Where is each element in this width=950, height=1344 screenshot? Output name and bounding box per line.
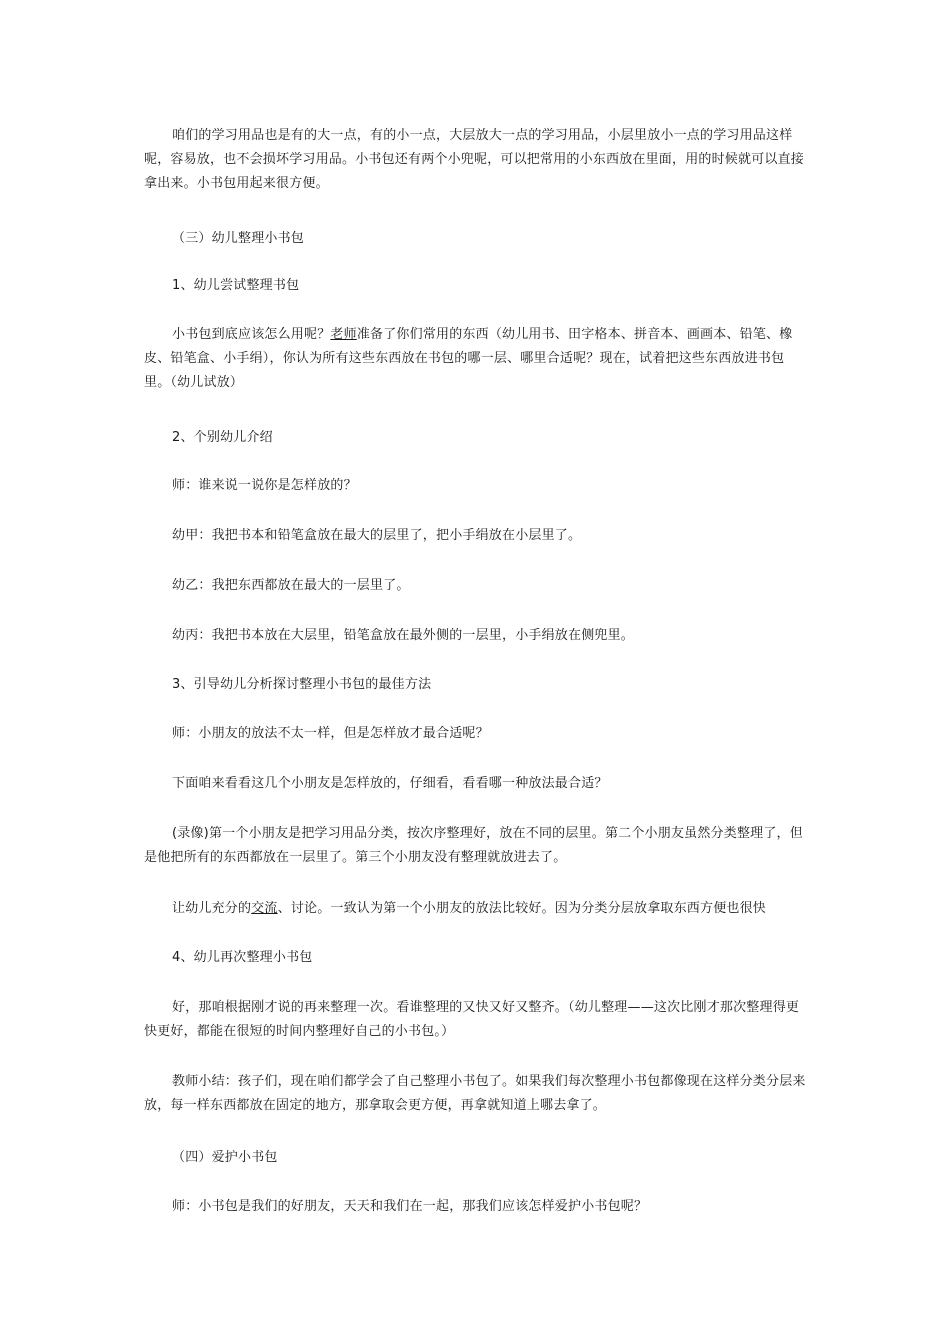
- teacher-link[interactable]: 老师: [330, 327, 357, 342]
- paragraph-care-for-bag: 师：小书包是我们的好朋友，天天和我们在一起，那我们应该怎样爱护小书包呢？: [172, 1199, 648, 1214]
- paragraph-try-packing: [144, 323, 808, 395]
- subheading-3-1: 1、幼儿尝试整理书包: [172, 278, 300, 293]
- paragraph-watch-video: 下面咱来看看这几个小朋友是怎样放的，仔细看，看看哪一种放法最合适？: [172, 776, 608, 791]
- paragraph-teacher-how: 师：小朋友的放法不太一样，但是怎样放才最合适呢？: [172, 726, 489, 741]
- paragraph-text: 、讨论。一致认为第一个小朋友的放法比较好。因为分类分层放拿取东西方便也很快: [277, 901, 767, 916]
- paragraph-child-a: 幼甲：我把书本和铅笔盒放在最大的层里了，把小手绢放在小层里了。: [172, 528, 582, 543]
- paragraph-teacher-summary: 教师小结：孩子们，现在咱们都学会了自己整理小书包了。如果我们每次整理小书包都像现在这样分类分层来放，每一样东西都放在固定的地方，那拿取会更方便，再拿就知道上哪去拿了。: [144, 1074, 806, 1113]
- exchange-link[interactable]: 交流: [251, 901, 278, 916]
- paragraph-text: 小书包到底应该怎么用呢？: [172, 327, 331, 342]
- paragraph-video-description: (录像)第一个小朋友是把学习用品分类，按次序整理好，放在不同的层里。第二个小朋友虽然分类整理了，但是他把所有的东西都放在一层里了。第三个小朋友没有整理就放进去了。: [144, 826, 803, 865]
- paragraph-teacher-question: 师：谁来说一说你是怎样放的？: [172, 478, 357, 493]
- subheading-3-3: 3、引导幼儿分析探讨整理小书包的最佳方法: [172, 677, 432, 692]
- subheading-3-4: 4、幼儿再次整理小书包: [172, 950, 313, 965]
- paragraph-text: 准备了你们常用的东西（幼儿用书、田字格本、拼音本、画画本、铅笔、橡皮、铅笔盒、小手绢），你认为所有这些东西放在书包的哪一层、哪里合适呢？现在，试着把这些东西放进书包里。（幼儿试放）: [144, 327, 793, 390]
- paragraph-discussion: [144, 897, 808, 921]
- paragraph-child-c: 幼丙：我把书本放在大层里，铅笔盒放在最外侧的一层里，小手绢放在侧兜里。: [172, 628, 635, 643]
- section-heading-3: （三）幼儿整理小书包: [172, 231, 305, 246]
- paragraph-child-b: 幼乙：我把东西都放在最大的一层里了。: [172, 578, 410, 593]
- paragraph-text: 让幼儿充分的: [172, 901, 252, 916]
- subheading-3-2: 2、个别幼儿介绍: [172, 430, 273, 445]
- paragraph-repack: 好，那咱根据刚才说的再来整理一次。看谁整理的又快又好又整齐。（幼儿整理——这次比刚才那次整理得更快更好，都能在很短的时间内整理好自己的小书包。）: [144, 1000, 800, 1039]
- paragraph-study-supplies: 咱们的学习用品也是有的大一点，有的小一点，大层放大一点的学习用品，小层里放小一点的学习用品这样呢，容易放，也不会损坏学习用品。小书包还有两个小兜呢，可以把常用的小东西放在里面，用的时候就可以直接拿出来。小书包用起来很方便。: [144, 128, 805, 191]
- section-heading-4: （四）爱护小书包: [172, 1150, 278, 1165]
